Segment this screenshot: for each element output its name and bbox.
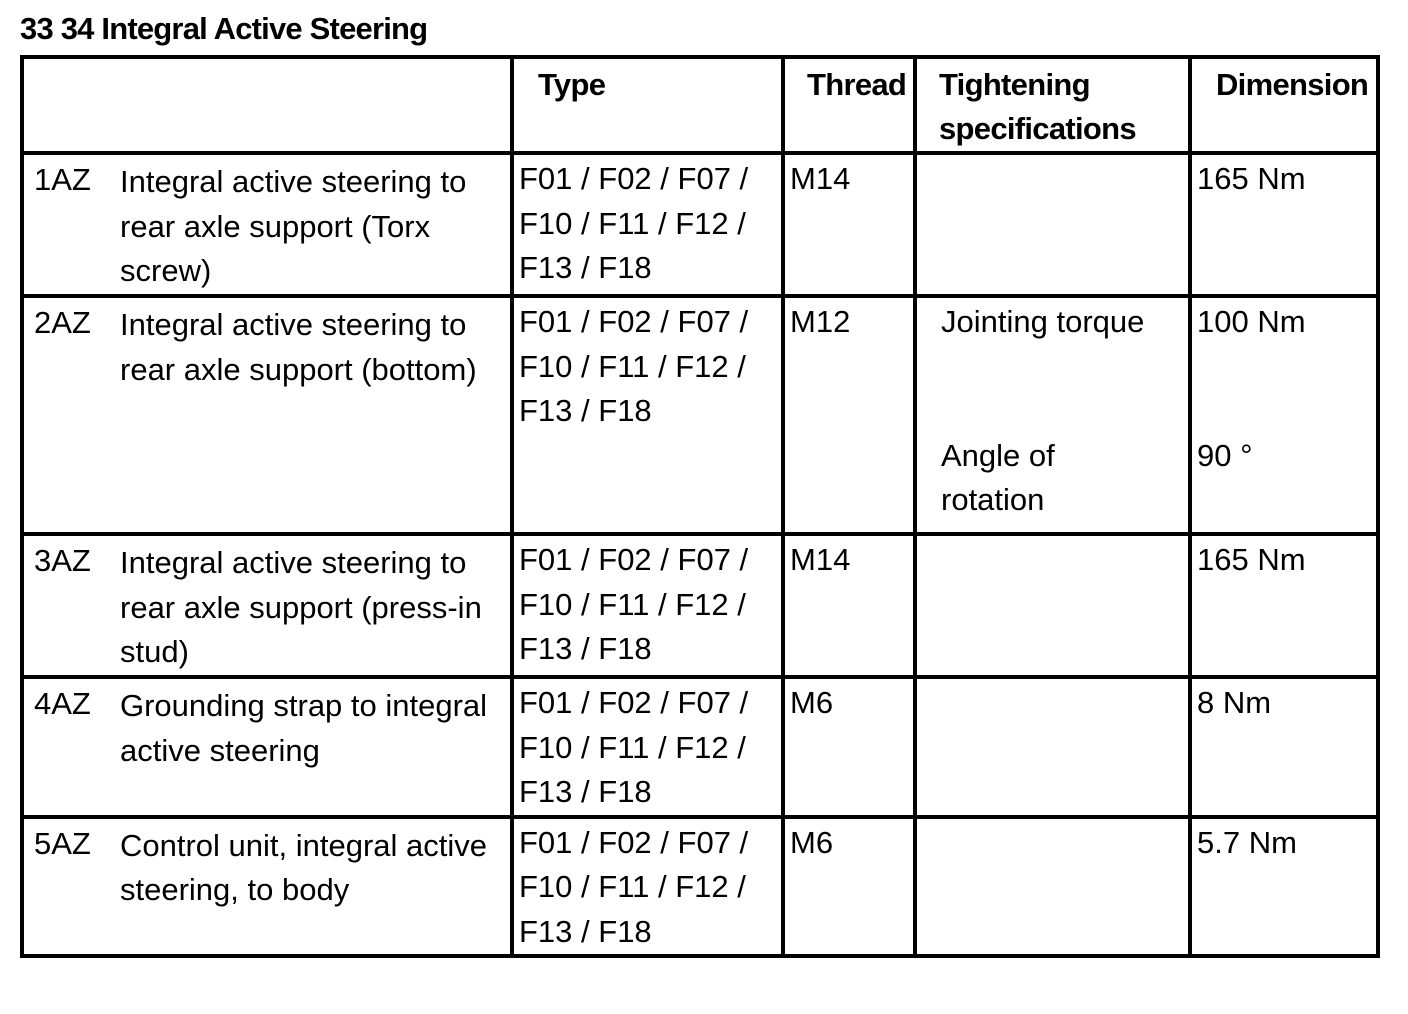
torque-table	[20, 55, 1380, 958]
dimension-value: 90 °	[1197, 437, 1253, 473]
table-row	[22, 153, 1378, 296]
dimension-cell	[1190, 817, 1378, 957]
type-cell: F01 / F02 / F07 / F10 / F11 / F12 / F13 / F18	[512, 817, 783, 957]
row-description: Control unit, integral active steering, to body	[120, 827, 488, 907]
tightening-step: Angle of rotation	[941, 437, 1055, 517]
table-row	[22, 296, 1378, 534]
dimension-cell	[1190, 296, 1378, 534]
row-id: 5AZ	[34, 825, 91, 861]
header-description	[22, 57, 512, 153]
row-id: 4AZ	[34, 686, 91, 721]
table-row	[22, 534, 1378, 677]
tightening-step: Jointing torque	[941, 304, 1145, 339]
dimension-cell	[1190, 534, 1378, 677]
type-cell: F01 / F02 / F07 / F10 / F11 / F12 / F13 / F18	[512, 153, 783, 296]
row-description: Grounding strap to integral active steering	[120, 688, 488, 768]
table-header-row	[22, 57, 1378, 153]
thread-cell: M6	[783, 817, 915, 957]
tightening-cell	[915, 534, 1190, 677]
thread-cell: M6	[783, 677, 915, 817]
row-id: 1AZ	[34, 162, 91, 197]
header-tightening: Tightening specifications	[915, 57, 1190, 153]
thread-cell: M14	[783, 534, 915, 677]
dimension-value: 5.7 Nm	[1197, 824, 1297, 860]
row-description: Integral active steering to rear axle support (press-in stud)	[120, 545, 482, 669]
dimension-value: 165 Nm	[1197, 161, 1306, 196]
dimension-value: 8 Nm	[1197, 685, 1272, 720]
description-cell	[22, 677, 512, 817]
row-id: 3AZ	[34, 543, 91, 578]
type-cell: F01 / F02 / F07 / F10 / F11 / F12 / F13 / F18	[512, 296, 783, 534]
description-cell	[22, 534, 512, 677]
header-dimension: Dimension	[1190, 57, 1378, 153]
tightening-cell	[915, 677, 1190, 817]
dimension-value: 100 Nm	[1197, 304, 1306, 339]
type-cell: F01 / F02 / F07 / F10 / F11 / F12 / F13 / F18	[512, 534, 783, 677]
thread-cell: M12	[783, 296, 915, 534]
type-cell: F01 / F02 / F07 / F10 / F11 / F12 / F13 / F18	[512, 677, 783, 817]
page-title: 33 34 Integral Active Steering	[20, 11, 428, 46]
description-cell	[22, 817, 512, 957]
tightening-cell	[915, 153, 1190, 296]
header-type: Type	[512, 57, 783, 153]
tightening-cell	[915, 296, 1190, 534]
thread-cell: M14	[783, 153, 915, 296]
row-description: Integral active steering to rear axle support (Torx screw)	[120, 164, 467, 288]
tightening-cell	[915, 817, 1190, 957]
table-row	[22, 817, 1378, 957]
description-cell	[22, 153, 512, 296]
dimension-value: 165 Nm	[1197, 542, 1306, 577]
table-row	[22, 677, 1378, 817]
row-description: Integral active steering to rear axle support (bottom)	[120, 307, 477, 387]
dimension-cell	[1190, 677, 1378, 817]
dimension-cell	[1190, 153, 1378, 296]
row-id: 2AZ	[34, 305, 91, 340]
description-cell	[22, 296, 512, 534]
header-thread: Thread	[783, 57, 915, 153]
